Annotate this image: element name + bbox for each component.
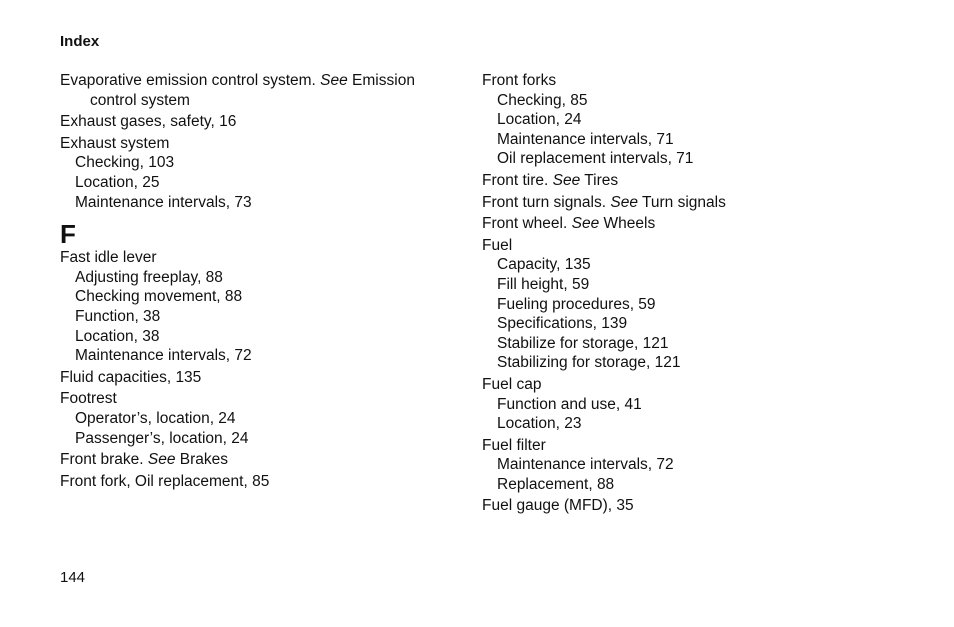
entry-term: Exhaust system: [60, 134, 170, 152]
index-subentry: Checking, 103: [75, 154, 175, 172]
see-target: Emission control system: [90, 72, 415, 109]
index-entry: [60, 472, 460, 492]
index-entry: [60, 248, 460, 366]
index-subentry: Maintenance intervals, 72: [75, 347, 252, 365]
index-subentry: Maintenance intervals, 73: [75, 193, 252, 211]
index-entry: [482, 236, 922, 373]
index-entry: [482, 71, 922, 169]
index-entry-main: [482, 214, 922, 234]
entry-term: Fuel filter: [482, 436, 546, 454]
entry-term: Evaporative emission control system.: [60, 72, 321, 89]
entry-term: Front brake.: [60, 451, 148, 469]
entry-term: Front forks: [482, 72, 557, 89]
index-subentry: Location, 23: [497, 415, 582, 433]
index-entry: [482, 193, 922, 213]
index-entry: [482, 375, 922, 434]
see-target: Wheels: [599, 215, 656, 233]
index-subentry: Maintenance intervals, 72: [497, 456, 674, 474]
index-subentry: Maintenance intervals, 71: [497, 130, 674, 148]
index-subentry: Location, 38: [75, 327, 160, 345]
entry-term: Fast idle lever: [60, 249, 157, 267]
index-entry-main: [482, 71, 922, 91]
index-entry-main: [60, 71, 460, 110]
entry-term: Footrest: [60, 390, 117, 408]
index-entry: [60, 134, 460, 212]
entry-term: Front wheel.: [482, 215, 572, 233]
section-letter: F: [60, 219, 76, 250]
index-entry: [60, 450, 460, 470]
index-subentry: Specifications, 139: [497, 315, 628, 333]
entry-term: Front tire.: [482, 171, 553, 189]
see-target: Brakes: [175, 451, 229, 469]
index-subentry: Checking, 85: [497, 91, 588, 109]
index-subentry: Operator’s, location, 24: [75, 409, 236, 427]
index-header: Index: [60, 33, 100, 50]
index-entry-main: [60, 389, 460, 409]
index-entry-main: [482, 496, 922, 516]
entry-term: Exhaust gases, safety, 16: [60, 113, 237, 131]
see-reference: See: [610, 193, 638, 211]
index-subentry: Fill height, 59: [497, 275, 590, 293]
index-entry-main: [482, 375, 922, 395]
index-entry-main: [60, 472, 460, 492]
index-entry-main: [60, 450, 460, 470]
index-subentry: Fueling procedures, 59: [497, 295, 656, 313]
see-reference: See: [552, 171, 581, 189]
entry-term: Fuel cap: [482, 375, 542, 393]
index-subentry: Adjusting freeplay, 88: [75, 268, 223, 286]
index-entry: [482, 171, 922, 191]
index-entry-main: [482, 171, 922, 191]
index-entry-main: [60, 248, 460, 268]
entries-before-letter: [60, 71, 460, 212]
entry-term: Front turn signals.: [482, 193, 611, 211]
index-subentry: Location, 24: [497, 111, 582, 129]
page-number: 144: [60, 569, 86, 586]
index-entry-main: [482, 193, 922, 213]
index-subentry: Stabilizing for storage, 121: [497, 354, 681, 372]
entry-term: Front fork, Oil replacement, 85: [60, 472, 270, 490]
index-subentry: Stabilize for storage, 121: [497, 334, 669, 352]
index-column-left: [60, 71, 460, 491]
index-entry-main: [482, 236, 922, 256]
index-column-right: [482, 71, 922, 516]
index-subentry: Function and use, 41: [497, 395, 642, 413]
entries-after-letter: [60, 248, 460, 491]
index-entry: [482, 496, 922, 516]
see-reference: See: [571, 215, 600, 233]
see-target: Turn signals: [637, 193, 726, 211]
index-entry-main: [482, 436, 922, 456]
index-subentry: Replacement, 88: [497, 475, 615, 493]
index-entry-main: [60, 134, 460, 154]
index-entry: [60, 112, 460, 132]
index-entry-main: [60, 368, 460, 388]
see-target: Tires: [580, 171, 619, 189]
index-subentry: Function, 38: [75, 307, 161, 325]
index-entry: [60, 368, 460, 388]
index-subentry: Passenger’s, location, 24: [75, 429, 249, 447]
index-entry: [482, 436, 922, 495]
index-entry: [60, 71, 460, 110]
index-entry: [60, 389, 460, 448]
index-subentry: Oil replacement intervals, 71: [497, 150, 694, 168]
index-subentry: Checking movement, 88: [75, 288, 243, 306]
entry-term: Fluid capacities, 135: [60, 368, 202, 386]
entry-term: Fuel: [482, 236, 513, 254]
see-reference: See: [320, 72, 348, 89]
index-subentry: Capacity, 135: [497, 256, 591, 274]
index-subentry: Location, 25: [75, 173, 160, 191]
see-reference: See: [147, 451, 176, 469]
entry-term: Fuel gauge (MFD), 35: [482, 497, 634, 515]
index-entry-main: [60, 112, 460, 132]
index-entry: [482, 214, 922, 234]
